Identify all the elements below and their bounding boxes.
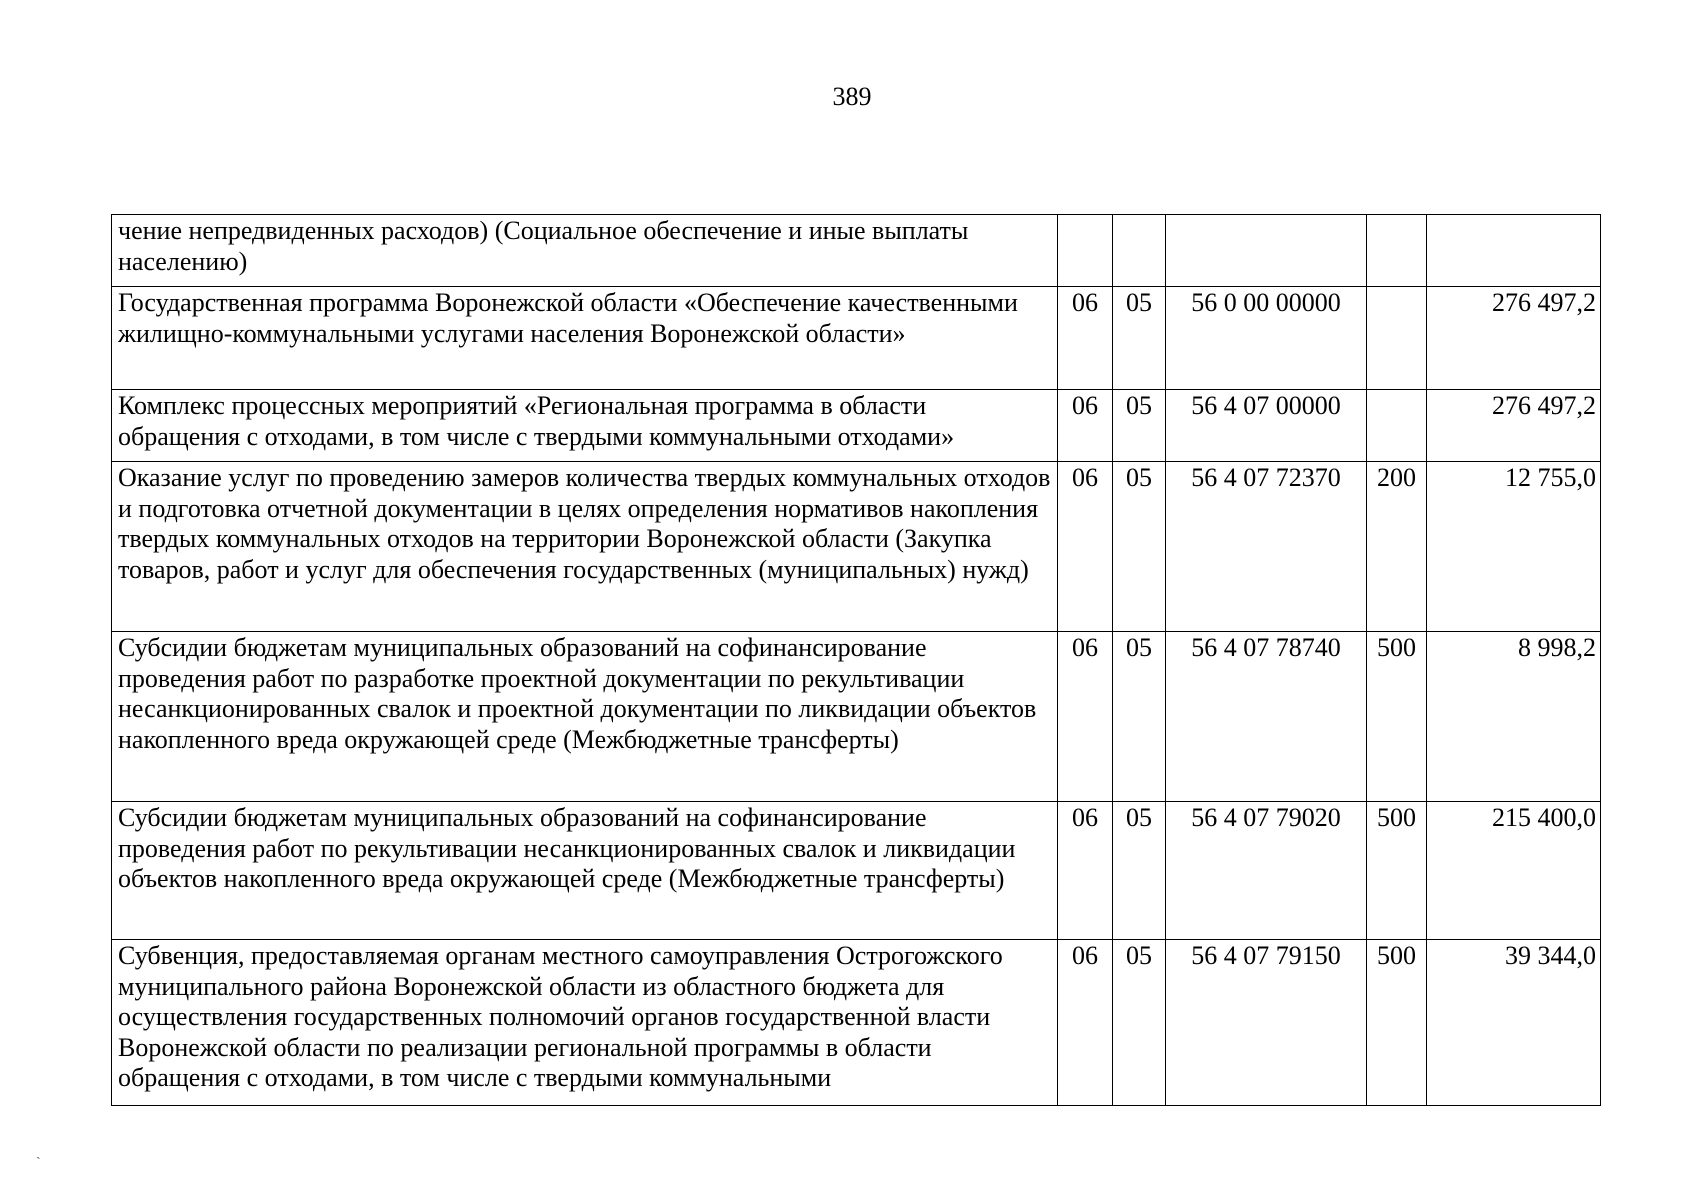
section-code: 06: [1058, 632, 1113, 802]
target-article-code: 56 4 07 79020: [1166, 802, 1367, 940]
expense-type-code: 500: [1367, 802, 1427, 940]
table-row: [112, 940, 1601, 1106]
expense-name: Субсидии бюджетам муниципальных образований на софинансирование проведения работ по разработке проектной документации по рекультивации несанкционированных свалок и проектной документации по ликвидации объектов накопленного вреда окружающей среде (Межбюджетные трансферты): [112, 632, 1058, 802]
target-article-code: 56 0 00 00000: [1166, 287, 1367, 390]
section-code: 06: [1058, 802, 1113, 940]
section-code: 06: [1058, 940, 1113, 1106]
section-code: 06: [1058, 462, 1113, 632]
amount: 276 497,2: [1427, 390, 1601, 462]
expense-type-code: 500: [1367, 940, 1427, 1106]
table-row: [112, 462, 1601, 632]
expense-name: чение непредвиденных расходов) (Социальное обеспечение и иные выплаты населению): [112, 215, 1058, 287]
expense-type-code: [1367, 390, 1427, 462]
subsection-code: [1113, 215, 1166, 287]
target-article-code: 56 4 07 72370: [1166, 462, 1367, 632]
expense-name: Оказание услуг по проведению замеров количества твердых коммунальных отходов и подготовка отчетной документации в целях определения нормативов накопления твердых коммунальных отходов на территории Воронежской области (Закупка товаров, работ и услуг для обеспечения государственных (муниципальных) нужд): [112, 462, 1058, 632]
table-row: [112, 802, 1601, 940]
expense-name: Комплекс процессных мероприятий «Региональная программа в области обращения с отходами, в том числе с твердыми коммунальными отходами»: [112, 390, 1058, 462]
amount: 8 998,2: [1427, 632, 1601, 802]
subsection-code: 05: [1113, 940, 1166, 1106]
table-row: [112, 390, 1601, 462]
expense-type-code: [1367, 287, 1427, 390]
target-article-code: [1166, 215, 1367, 287]
table-row: [112, 215, 1601, 287]
subsection-code: 05: [1113, 287, 1166, 390]
table-row: [112, 287, 1601, 390]
section-code: [1058, 215, 1113, 287]
target-article-code: 56 4 07 00000: [1166, 390, 1367, 462]
subsection-code: 05: [1113, 462, 1166, 632]
scan-mark: ˎ: [36, 1145, 41, 1160]
expense-name: Субвенция, предоставляемая органам местного самоуправления Острогожского муниципального района Воронежской области из областного бюджета для осуществления государственных полномочий органов государственной власти Воронежской области по реализации региональной программы в области обращения с отходами, в том числе с твердыми коммунальными: [112, 940, 1058, 1106]
subsection-code: 05: [1113, 802, 1166, 940]
amount: 12 755,0: [1427, 462, 1601, 632]
expense-name: Государственная программа Воронежской области «Обеспечение качественными жилищно-коммунальными услугами населения Воронежской области»: [112, 287, 1058, 390]
table-row: [112, 632, 1601, 802]
expense-type-code: 500: [1367, 632, 1427, 802]
budget-table: [111, 214, 1601, 1106]
section-code: 06: [1058, 287, 1113, 390]
amount: [1427, 215, 1601, 287]
target-article-code: 56 4 07 78740: [1166, 632, 1367, 802]
section-code: 06: [1058, 390, 1113, 462]
page-number: 389: [832, 82, 872, 111]
amount: 215 400,0: [1427, 802, 1601, 940]
amount: 39 344,0: [1427, 940, 1601, 1106]
amount: 276 497,2: [1427, 287, 1601, 390]
expense-name: Субсидии бюджетам муниципальных образований на софинансирование проведения работ по рекультивации несанкционированных свалок и ликвидации объектов накопленного вреда окружающей среде (Межбюджетные трансферты): [112, 802, 1058, 940]
expense-type-code: 200: [1367, 462, 1427, 632]
expense-type-code: [1367, 215, 1427, 287]
subsection-code: 05: [1113, 632, 1166, 802]
subsection-code: 05: [1113, 390, 1166, 462]
target-article-code: 56 4 07 79150: [1166, 940, 1367, 1106]
